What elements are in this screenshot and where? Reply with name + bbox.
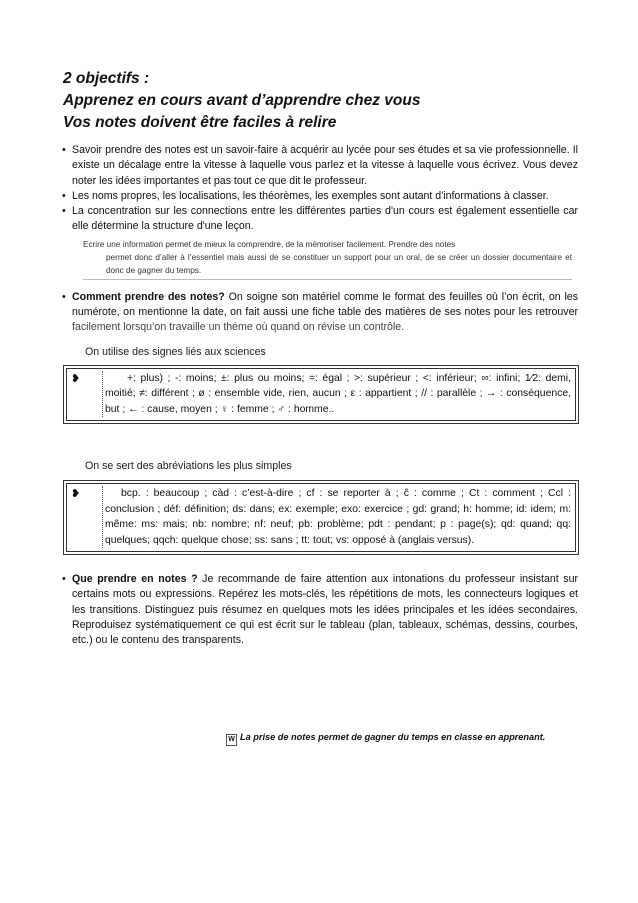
signs-box: [66, 368, 576, 422]
note-first-line: Ecrire une information permet de mieux la comprendre, de la mémoriser facilement. Prendre des notes: [83, 239, 456, 249]
signs-intro: On utilise des signes liés aux sciences: [85, 345, 266, 358]
footer-note: [226, 732, 545, 746]
what-heading: Que prendre en notes ?: [72, 573, 198, 586]
title-objectives: 2 objectifs :: [63, 70, 150, 87]
bullet-what: [63, 572, 578, 648]
book-icon: W: [226, 734, 237, 746]
abbrev-box: [66, 483, 576, 552]
bullet-savoir-faire: • Savoir prendre des notes est un savoir-faire à acquérir au lycée pour ses études et sa vie professionnelle. Il existe un décalage entre la vitesse à laquelle vous parlez et la vitesse à laquelle vous écrivez. Vous devez noter les idées importantes et pas tout ce que dit le professeur.: [63, 143, 578, 189]
pointing-hand-icon: ❥: [71, 372, 81, 385]
bullet-noms-propres: • Les noms propres, les localisations, les théorèmes, les exemples sont autant d'informations à classer.: [63, 189, 578, 204]
note-box: [83, 238, 572, 280]
what-text: Je recommande de faire attention aux intonations du professeur insistant sur certains mots ou expressions. Repérez les mots-clés, les répétitions de mots, les connecteurs logiques et les transitions. Distinguez puis résumez en quelques mots les idées principales et les idées secondaires. Reproduisez systématiquement ce qui est écrit sur le tableau (plan, tableaux, schémas, dessins, courbes, etc.) ou le contenu des transparents.: [72, 573, 578, 647]
bullet-concentration: • La concentration sur les connections entre les différentes parties d'un cours est également essentielle car elle détermine la structure d'une leçon.: [63, 204, 578, 235]
document-page: [63, 68, 578, 649]
footer-text: La prise de notes permet de gagner du temps en classe en apprenant.: [240, 732, 546, 742]
title-learn-in-class: Apprenez en cours avant d’apprendre chez vous: [63, 92, 421, 109]
bullet-how: [63, 290, 578, 336]
note-rest: permet donc d’aller à l’essentiel mais aussi de se constituer un support pour un oral, de se créer un dossier documentaire et donc de gagner du temps.: [106, 252, 572, 275]
how-heading: Comment prendre des notes?: [72, 290, 225, 303]
abbrev-text: bcp. : beaucoup ; càd : c’est-à-dire ; cf : se reporter à ; ĉ : comme ; Ct : comment ; Ccl : conclusion ; déf: définition; ds: dans; ex: exemple; exo: exercice ; gd: grand; h: homme; id: idem; m: même: ms: mais; nb: nombre; nf: neuf; pb: problème; pdt : pendant; p : page(s); qd: quand; qq: quelques; qqch: quelque chose; ss: sans ; tt: tout; vs: opposé à (anglais versus).: [102, 486, 571, 548]
how-tail: facilement lorsqu’on travaille un thème où quand on révise un contrôle.: [72, 321, 405, 334]
abbrev-intro: On se sert des abréviations les plus simples: [85, 460, 292, 473]
signs-text: +: plus) ; -: moins; ±: plus ou moins; =: égal ; >: supérieur ; <: inférieur; ∞: infini; 1⁄2: demi, moitié; ≠: différent ; ø : ensemble vide, rien, aucun ; ε : appartient ; // : parallèle ; → : conséquence, but ; ← : cause, moyen ; ♀ : femme ; ♂ : homme..: [102, 371, 571, 418]
pointing-hand-icon: ❥: [71, 488, 81, 501]
how-text: On soigne son matériel comme le format des feuilles où l’on écrit, on les numérote, on mentionne la date, on fait aussi une fiche table des matières de ses notes pour les retrouver: [72, 290, 578, 319]
title-readable-notes: Vos notes doivent être faciles à relire: [63, 114, 337, 131]
